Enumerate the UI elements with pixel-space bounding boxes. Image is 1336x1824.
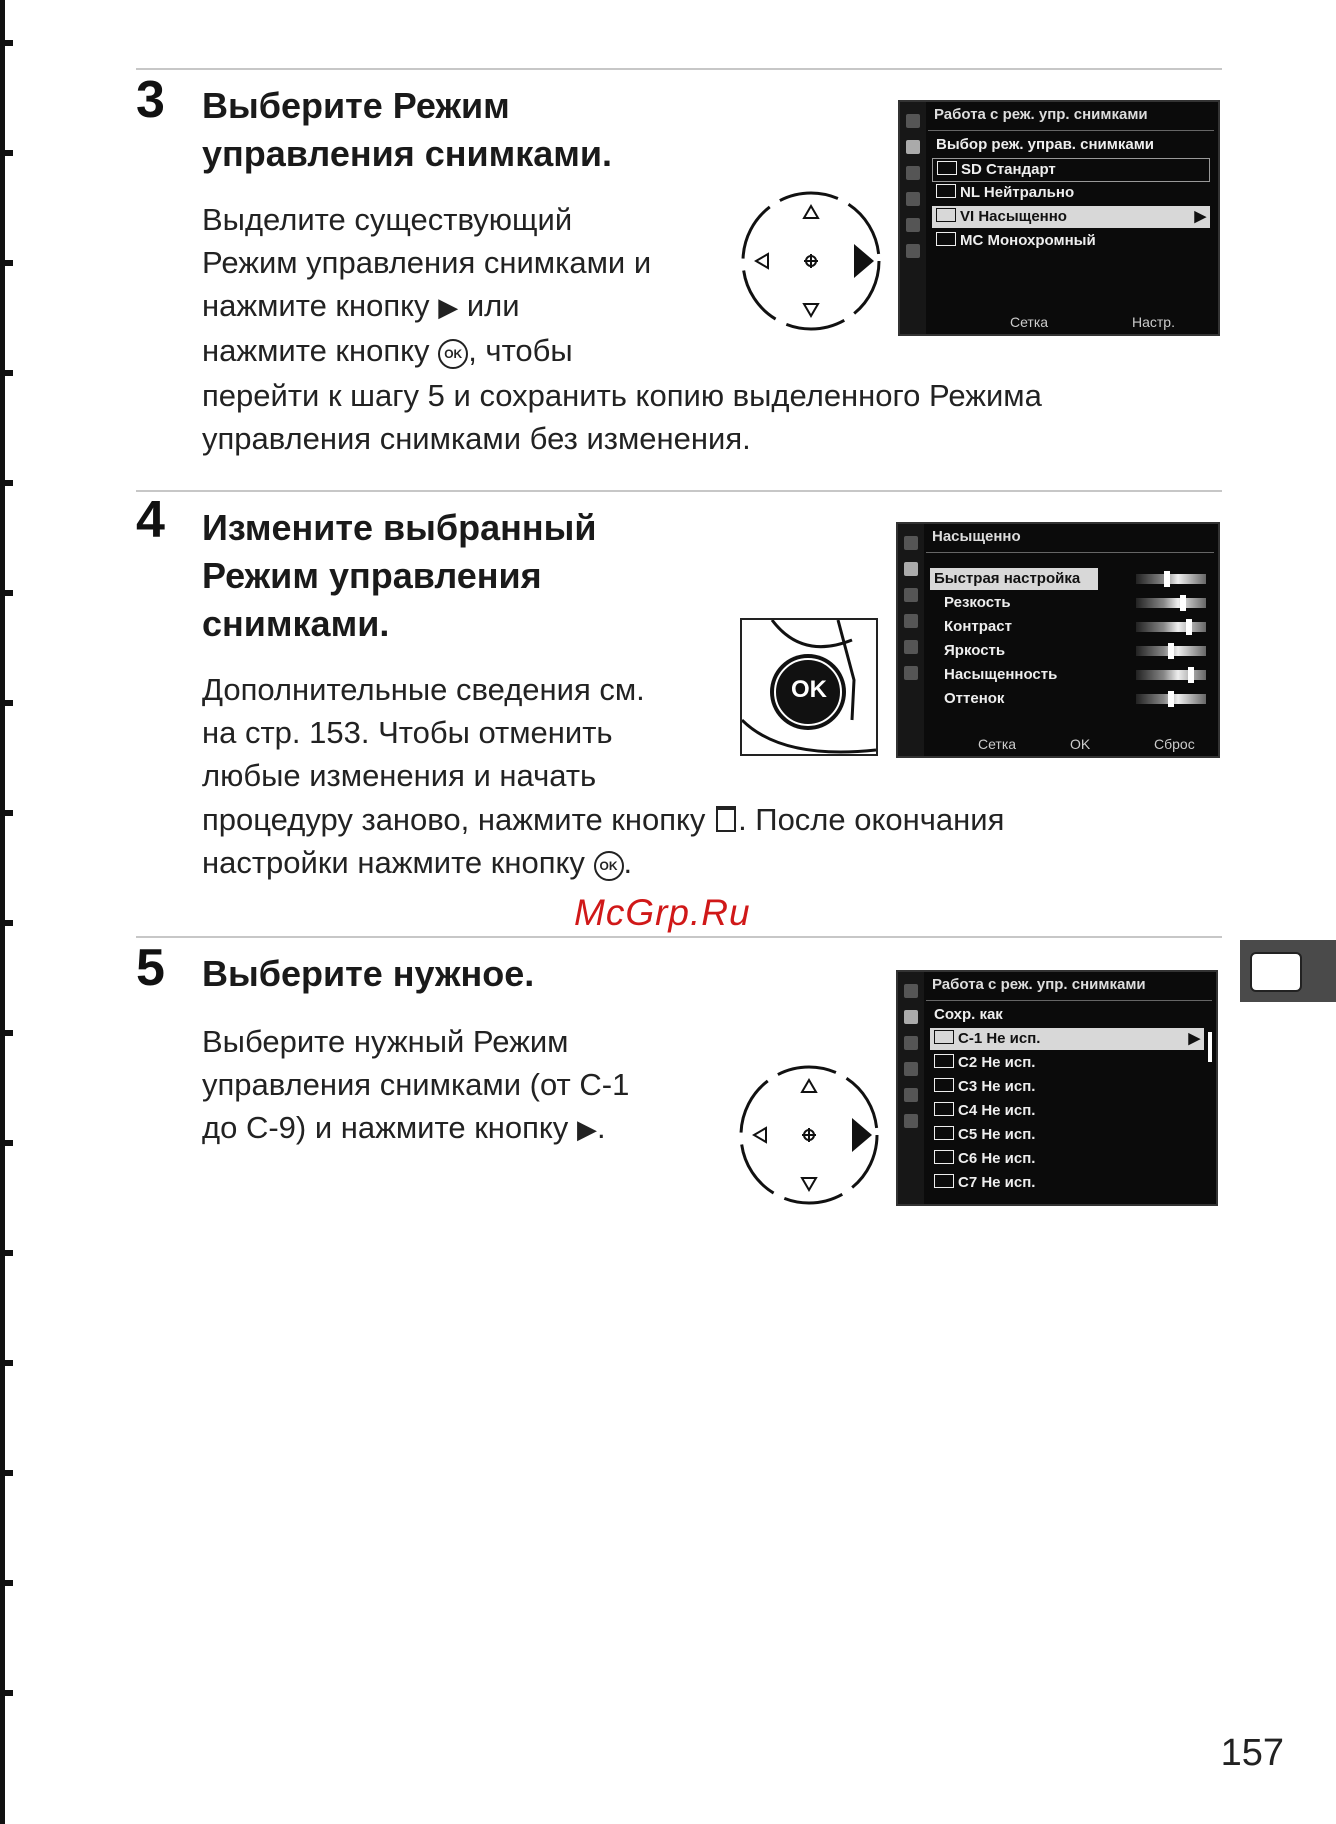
footer-hint: Сброс xyxy=(1154,736,1195,752)
multi-selector-dial-icon xyxy=(738,188,884,334)
camera-screen-save-as xyxy=(896,970,1218,1206)
picture-control-icon xyxy=(934,1126,954,1140)
picture-control-icon xyxy=(936,184,956,198)
menu-item[interactable]: C2 Не исп. xyxy=(930,1052,1208,1074)
menu-item[interactable]: C6 Не исп. xyxy=(930,1148,1208,1170)
menu-tab-strip xyxy=(898,972,924,1204)
footer-hint: OK xyxy=(1070,736,1091,752)
setting-row-selected[interactable]: Быстрая настройка xyxy=(930,568,1098,590)
multi-selector-dial-icon xyxy=(736,1062,882,1208)
ok-button-icon: OK xyxy=(438,339,468,369)
picture-control-icon xyxy=(937,161,957,175)
menu-tab-strip xyxy=(898,524,924,756)
setting-scale xyxy=(1136,694,1206,704)
picture-control-icon xyxy=(934,1054,954,1068)
setting-row[interactable]: Резкость xyxy=(944,594,1011,611)
menu-item[interactable]: C7 Не исп. xyxy=(930,1172,1208,1194)
step-title: Измените выбранный Режим управления снимками. xyxy=(202,507,597,644)
trash-icon xyxy=(716,806,736,832)
menu-item-selected[interactable]: VI Насыщенно ▶ xyxy=(932,206,1210,228)
step-body: Дополнительные сведения см. на стр. 153. Чтобы отменить любые изменения и начать xyxy=(202,672,645,793)
menu-item[interactable]: C5 Не исп. xyxy=(930,1124,1208,1146)
step-body: Выделите существующий Режим управления снимками и нажмите кнопку ▶ или нажмите кнопку OK , чтобы xyxy=(202,202,652,368)
camera-screen-picture-control-list xyxy=(898,100,1220,336)
right-arrow-icon: ▶ xyxy=(576,1114,597,1144)
menu-item[interactable]: C4 Не исп. xyxy=(930,1100,1208,1122)
menu-item-selected[interactable]: C-1 Не исп. ▶ xyxy=(930,1028,1204,1050)
quick-adjust-scale[interactable] xyxy=(1136,574,1206,584)
right-arrow-icon: ▶ xyxy=(438,292,459,322)
setting-row[interactable]: Насыщенность xyxy=(944,666,1058,683)
screen-header: Работа с реж. упр. снимками xyxy=(934,106,1148,123)
ok-button-icon: OK xyxy=(594,851,624,881)
footer-hint: Сетка xyxy=(978,736,1017,752)
right-arrow-icon: ▶ xyxy=(1194,208,1206,225)
picture-control-icon xyxy=(1250,952,1302,992)
watermark: McGrp.Ru xyxy=(574,892,751,933)
section-divider xyxy=(136,490,1222,492)
setting-row[interactable]: Оттенок xyxy=(944,690,1005,707)
scrollbar[interactable] xyxy=(1208,1032,1212,1062)
menu-tab-strip xyxy=(900,102,926,334)
picture-control-icon xyxy=(934,1102,954,1116)
menu-item[interactable]: MC Монохромный xyxy=(932,230,1210,252)
picture-control-icon xyxy=(936,208,956,222)
menu-item[interactable]: C3 Не исп. xyxy=(930,1076,1208,1098)
screen-header: Работа с реж. упр. снимками xyxy=(932,976,1146,993)
menu-item[interactable]: SD Стандарт xyxy=(932,158,1210,182)
step-body-continued: перейти к шагу 5 и сохранить копию выделенного Режима управления снимками без изменения. xyxy=(202,378,1042,456)
picture-control-icon xyxy=(934,1174,954,1188)
setting-scale xyxy=(1136,622,1206,632)
setting-row[interactable]: Контраст xyxy=(944,618,1012,635)
footer-hint: Сетка xyxy=(1010,314,1049,330)
picture-control-icon xyxy=(934,1150,954,1164)
ok-button-illustration xyxy=(740,618,878,756)
step-body-continued: процедуру заново, нажмите кнопку . После окончания настройки нажмите кнопку OK . xyxy=(202,802,1005,880)
ok-button-label: OK xyxy=(791,676,827,703)
binding-edge xyxy=(0,0,16,1824)
picture-control-icon xyxy=(934,1030,954,1044)
step-title: Выберите Режим управления снимками. xyxy=(202,85,613,174)
step-number: 5 xyxy=(136,939,165,997)
setting-row[interactable]: Яркость xyxy=(944,642,1006,659)
step-number: 3 xyxy=(136,71,165,129)
section-tab xyxy=(1240,940,1336,1002)
step-body: Выберите нужный Режим управления снимками (от C-1 до C-9) и нажмите кнопку ▶. xyxy=(202,1024,630,1145)
right-arrow-icon: ▶ xyxy=(1188,1030,1200,1047)
screen-subheader: Выбор реж. управ. снимками xyxy=(936,136,1155,153)
picture-control-icon xyxy=(936,232,956,246)
setting-scale xyxy=(1136,670,1206,680)
page-number: 157 xyxy=(1220,1732,1284,1774)
footer-hint: Настр. xyxy=(1132,314,1175,330)
picture-control-icon xyxy=(934,1078,954,1092)
step-number: 4 xyxy=(136,491,165,549)
section-divider xyxy=(136,936,1222,938)
screen-subheader: Сохр. как xyxy=(934,1006,1003,1023)
section-divider xyxy=(136,68,1222,70)
menu-item[interactable]: NL Нейтрально xyxy=(932,182,1210,204)
setting-scale xyxy=(1136,598,1206,608)
setting-scale xyxy=(1136,646,1206,656)
step-title: Выберите нужное. xyxy=(202,953,535,994)
screen-header: Насыщенно xyxy=(932,528,1021,545)
camera-screen-picture-control-adjust xyxy=(896,522,1220,758)
